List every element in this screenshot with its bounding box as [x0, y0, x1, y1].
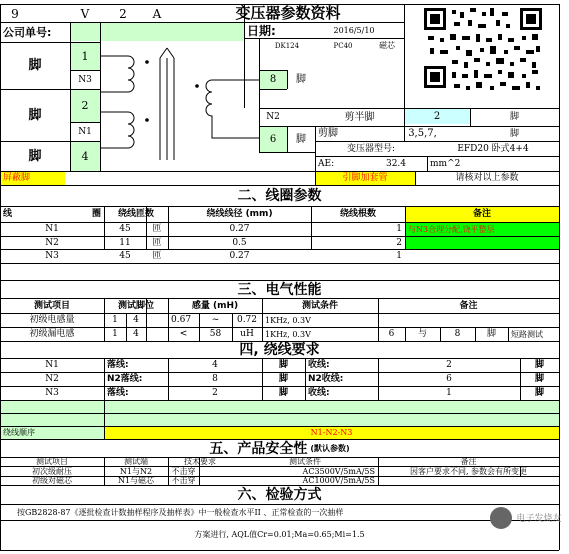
coil-header-b: 圈 — [91, 209, 101, 219]
wind-pin-label-2: 脚 — [534, 374, 544, 384]
code-1: 9 — [11, 6, 19, 21]
note-header: 备注 — [472, 209, 491, 219]
safety-cond-header: 测试条件 — [289, 458, 321, 466]
short-pin-1: 6 — [388, 329, 395, 339]
elec-pin-a: 1 — [112, 315, 118, 325]
wind-order-value: N1-N2-N3 — [310, 428, 353, 437]
elec-cond-header: 测试条件 — [301, 300, 338, 311]
safety-item: 初次级耐压 — [32, 467, 72, 476]
core-material: PC40 — [333, 41, 353, 50]
safety-item: 初级对磁芯 — [32, 477, 72, 485]
pin-label-2: 脚 — [28, 107, 42, 123]
elec-ind-tilde: ~ — [211, 315, 220, 325]
short-with: 与 — [417, 329, 427, 339]
ae-label: AE: — [318, 158, 335, 169]
wind-end-pin: 2 — [446, 360, 452, 370]
watermark-logo-icon — [490, 507, 512, 529]
wind-order-label: 绕线顺序 — [3, 428, 35, 437]
coil-row-dia: 0.5 — [232, 237, 247, 248]
ae-unit: mm^2 — [430, 158, 461, 169]
elec-ind-header: 感量 (mH) — [191, 300, 239, 311]
wind-end-label: 收线: — [308, 360, 330, 370]
winding-n1-label: N1 — [78, 126, 92, 137]
section-inspection-title: 六、检验方式 — [237, 487, 322, 503]
pin-2: 2 — [81, 99, 89, 112]
elec-leak-value: 58 — [209, 329, 222, 339]
coil-row-turns: 45 — [119, 251, 131, 261]
elec-ind-low: 0.67 — [171, 315, 192, 325]
short-pin-2: 8 — [454, 329, 461, 339]
coil-row-name: N3 — [45, 251, 59, 261]
section-safety-title-note: (默认参数) — [310, 443, 350, 453]
inspection-line-2: 方案进行, AQL值Cr=0.01;Ma=0.65;Mi=1.5 — [194, 530, 365, 539]
wind-row-name: N1 — [45, 360, 59, 370]
elec-pin-b: 4 — [133, 315, 139, 325]
section-safety-title: 五、产品安全性 — [209, 440, 308, 457]
core-type-label: 变压器型号: — [346, 143, 396, 154]
safety-item-header: 测试项目 — [36, 458, 68, 466]
sleeve-note: 引脚加套管 — [342, 173, 388, 183]
winding-n3-label: N3 — [78, 74, 92, 85]
pin-label-3: 脚 — [28, 148, 42, 164]
cut-half-label: 剪半脚 — [344, 111, 375, 123]
safety-pins: N1与磁芯 — [117, 477, 155, 485]
section-electrical-title: 三、电气性能 — [237, 281, 322, 298]
core-label: 磁芯 — [379, 41, 395, 50]
code-2: V — [80, 6, 90, 21]
section-safety-title-wrap — [0, 440, 559, 457]
inspection-line-1: 按GB2828-87《逐批检查计数抽样程序及抽样表》中一般检查水平II 、正常检查的一次抽样 — [17, 507, 344, 517]
elec-ind-high: 0.72 — [236, 315, 258, 325]
safety-note: 因客户要求不同, 参数会有所变更 — [409, 467, 528, 476]
safety-note-header: 备注 — [460, 458, 477, 466]
diameter-header: 绕线线径 (mm) — [206, 209, 273, 219]
cut-value: 3,5,7, — [408, 128, 437, 139]
coil-row-turns: 45 — [119, 224, 131, 234]
coil-header-a: 线 — [3, 209, 13, 219]
watermark-text: 电子发烧友 — [516, 513, 562, 524]
wind-row-name: N2 — [45, 374, 59, 384]
cut-half-pin-label: 脚 — [509, 112, 519, 122]
ae-value: 32.4 — [385, 158, 407, 169]
verify-note: 请核对以上参数 — [455, 173, 519, 183]
bobbin: DK124 — [274, 41, 300, 50]
winding-n2-label: N2 — [266, 112, 280, 122]
elec-pin-a: 1 — [112, 329, 118, 339]
elec-leak-unit: uH — [240, 329, 254, 339]
coil-row-name: N2 — [45, 237, 59, 248]
wind-start-pin: 2 — [212, 388, 218, 398]
wind-row-name: N3 — [45, 388, 59, 398]
wind-pin-label: 脚 — [278, 388, 288, 398]
cut-label: 剪脚 — [318, 128, 338, 139]
safety-cond: AC1000V/5mA/5S — [302, 477, 375, 485]
section-coil-title: 二、线圈参数 — [237, 188, 322, 204]
pin-label-4: 脚 — [296, 74, 306, 85]
wind-end-label: 收线: — [308, 388, 330, 398]
wind-pin-label: 脚 — [278, 374, 288, 384]
date-label: 日期: — [247, 23, 276, 38]
code-4: A — [152, 6, 162, 21]
company-no-label: 公司单号: — [3, 26, 52, 39]
coil-row-turns: 11 — [119, 237, 131, 248]
wind-end-pin: 1 — [446, 388, 452, 398]
safety-pins-header: 测试端 — [124, 458, 148, 466]
wind-end-label: N2收线: — [308, 374, 344, 384]
pin-4: 4 — [81, 149, 89, 163]
wind-start-pin: 8 — [212, 374, 218, 384]
pin-label-5: 脚 — [296, 133, 306, 145]
elec-pins-header: 测试脚位 — [117, 300, 154, 311]
wind-start-label: 落线: — [107, 388, 129, 398]
wind-start-label: 落线: — [107, 360, 129, 370]
coil-row-count: 2 — [396, 237, 402, 248]
shield-pin: 屏蔽脚 — [3, 173, 31, 183]
sheet-title: 变压器参数资料 — [235, 5, 341, 22]
date-value: 2016/5/10 — [333, 25, 375, 35]
turns-header: 绕线匝数 — [117, 209, 154, 219]
short-test: 短路测试 — [511, 329, 543, 339]
coil-row-unit: 匝 — [152, 224, 162, 234]
section-winding-title: 四, 绕线要求 — [239, 342, 320, 358]
code-3: 2 — [119, 6, 127, 21]
elec-item: 初级漏电感 — [29, 329, 75, 339]
coil-row-count: 1 — [396, 224, 402, 234]
coil-row-dia: 0.27 — [229, 224, 250, 234]
wind-end-pin: 6 — [446, 374, 452, 384]
elec-less-than: < — [179, 329, 188, 339]
cut-pin-label: 脚 — [509, 128, 519, 139]
pin-8: 8 — [269, 74, 277, 85]
safety-pins: N1与N2 — [119, 467, 153, 476]
wind-pin-label-2: 脚 — [534, 360, 544, 370]
elec-item: 初级电感量 — [29, 315, 75, 325]
safety-tech-header: 技术要求 — [184, 458, 216, 466]
coil-row-note: 与N3合理分配,饶平整层 — [408, 224, 495, 234]
coil-row-unit: 匝 — [152, 237, 162, 248]
count-header: 绕线根数 — [339, 209, 376, 219]
safety-tech: 不击穿 — [171, 467, 196, 476]
elec-cond: 1KHz, 0.3V — [265, 315, 311, 325]
cut-half-value: 2 — [433, 111, 441, 122]
coil-row-name: N1 — [45, 224, 59, 234]
wind-pin-label: 脚 — [278, 360, 288, 370]
wind-pin-label-2: 脚 — [534, 388, 544, 398]
pin-label-1: 脚 — [28, 58, 42, 73]
elec-item-header: 测试项目 — [33, 300, 70, 311]
coil-row-dia: 0.27 — [229, 251, 250, 261]
pin-1: 1 — [81, 49, 89, 63]
core-type-value: EFD20 卧式4+4 — [457, 143, 529, 154]
wind-start-pin: 4 — [212, 360, 218, 370]
elec-cond: 1KHz, 0.3V — [265, 329, 311, 339]
wind-start-label: N2落线: — [107, 374, 143, 384]
elec-note-header: 备注 — [459, 300, 478, 311]
short-pin-label: 脚 — [486, 329, 496, 339]
coil-row-count: 1 — [396, 251, 402, 261]
elec-pin-b: 4 — [133, 329, 139, 339]
safety-cond: AC3500V/5mA/5S — [302, 467, 375, 476]
safety-tech: 不击穿 — [171, 477, 196, 485]
pin-6: 6 — [269, 133, 277, 145]
coil-row-unit: 匝 — [152, 251, 162, 261]
